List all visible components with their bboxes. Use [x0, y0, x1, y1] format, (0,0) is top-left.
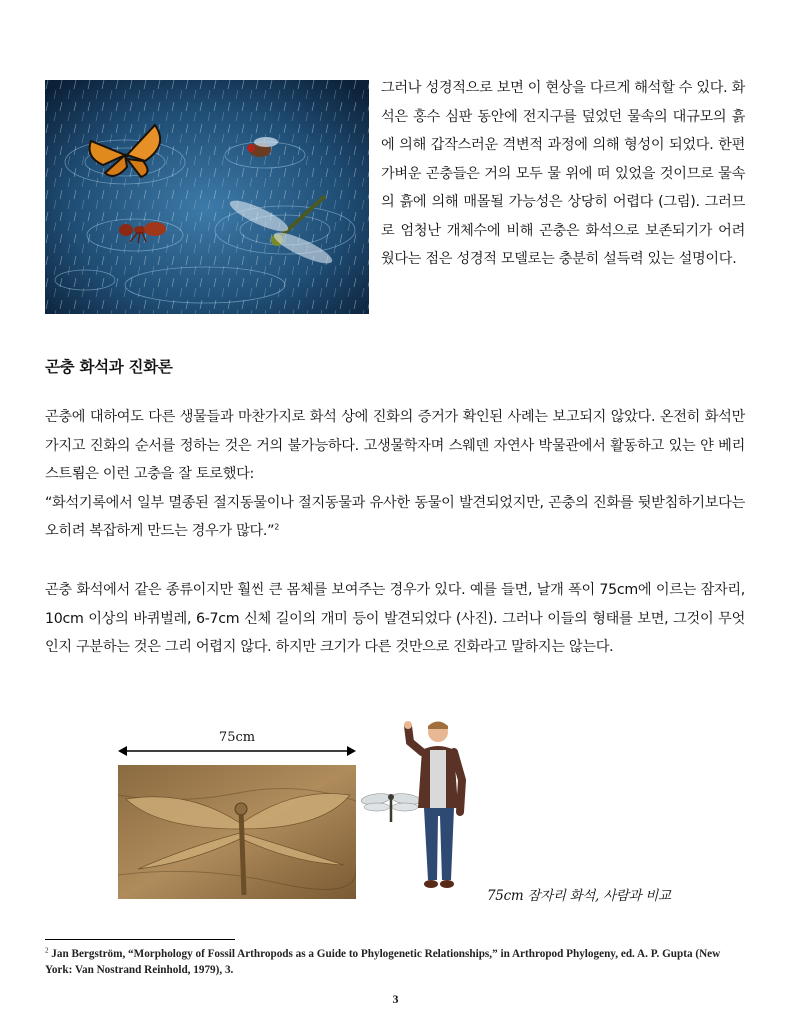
footnote-divider — [45, 939, 235, 940]
insects-in-rain-image — [45, 80, 369, 314]
intro-paragraph: 그러나 성경적으로 보면 이 현상을 다르게 해석할 수 있다. 화석은 홍수 심판 동안에 전지구를 덮었던 물속의 대규모의 흙에 의해 갑작스러운 격변적 과정에 의해 형성이 되었다. 한편 가벼운 곤충들은 거의 모두 물 위에 떠 있었을 것이므로 물속의 흙에 의해 매몰될 가능성은 상당히 어렵다 (그림). 그러므로 엄청난 개체수에 비해 곤충은 화석으로 보존되기가 어려웠다는 점은 성경적 모델로는 충분히 설득력 있는 설명이다. — [381, 80, 745, 267]
paragraph-1 — [45, 403, 745, 546]
dragonfly-fossil-image — [118, 765, 356, 899]
footnote-number: 2 — [45, 946, 49, 955]
person-for-scale-image — [400, 720, 480, 895]
dimension-label: 75cm — [218, 730, 256, 745]
quote: “화석기록에서 일부 멸종된 절지동물이나 절지동물과 유사한 동물이 발견되었지만, 곤충의 진화를 뒷받침하기보다는 오히려 복잡하게 만드는 경우가 많다.” — [45, 494, 745, 539]
paragraph-1-text: 곤충에 대하여도 다른 생물들과 마찬가지로 화석 상에 진화의 증거가 확인된 사례는 보고되지 않았다. 온전히 화석만 가지고 진화의 순서를 정하는 것은 거의 불가능하다. 고생물학자며 스웨덴 자연사 박물관에서 활동하고 있는 얀 베리스트룀은 이런 고충을 잘 토로했다: — [45, 409, 745, 482]
page-number: 3 — [392, 992, 399, 1006]
double-arrow-icon — [118, 744, 356, 758]
figure-caption: 75cm 잠자리 화석, 사람과 비교 — [487, 888, 671, 904]
section-heading: 곤충 화석과 진화론 — [45, 358, 173, 376]
dimension-indicator — [118, 730, 356, 760]
footnote-text: Jan Bergström, “Morphology of Fossil Arthropods as a Guide to Phylogenetic Relationships,” in Arthropod Phylogeny, ed. A. P. Gupta (New York: Van Nostrand Reinhold, 1979), 3. — [45, 948, 721, 976]
footnote — [45, 946, 745, 978]
footnote-reference: 2 — [274, 522, 279, 532]
paragraph-2: 곤충 화석에서 같은 종류이지만 훨씬 큰 몸체를 보여주는 경우가 있다. 예를 들면, 날개 폭이 75cm에 이르는 잠자리, 10cm 이상의 바퀴벌레, 6-7cm 신체 길이의 개미 등이 발견되었다 (사진). 그러나 이들의 형태를 보면, 그것이 무엇인지 구분하는 것은 그리 어렵지 않다. 하지만 크기가 다른 것만으로 진화라고 말하지는 않는다. — [45, 582, 745, 655]
